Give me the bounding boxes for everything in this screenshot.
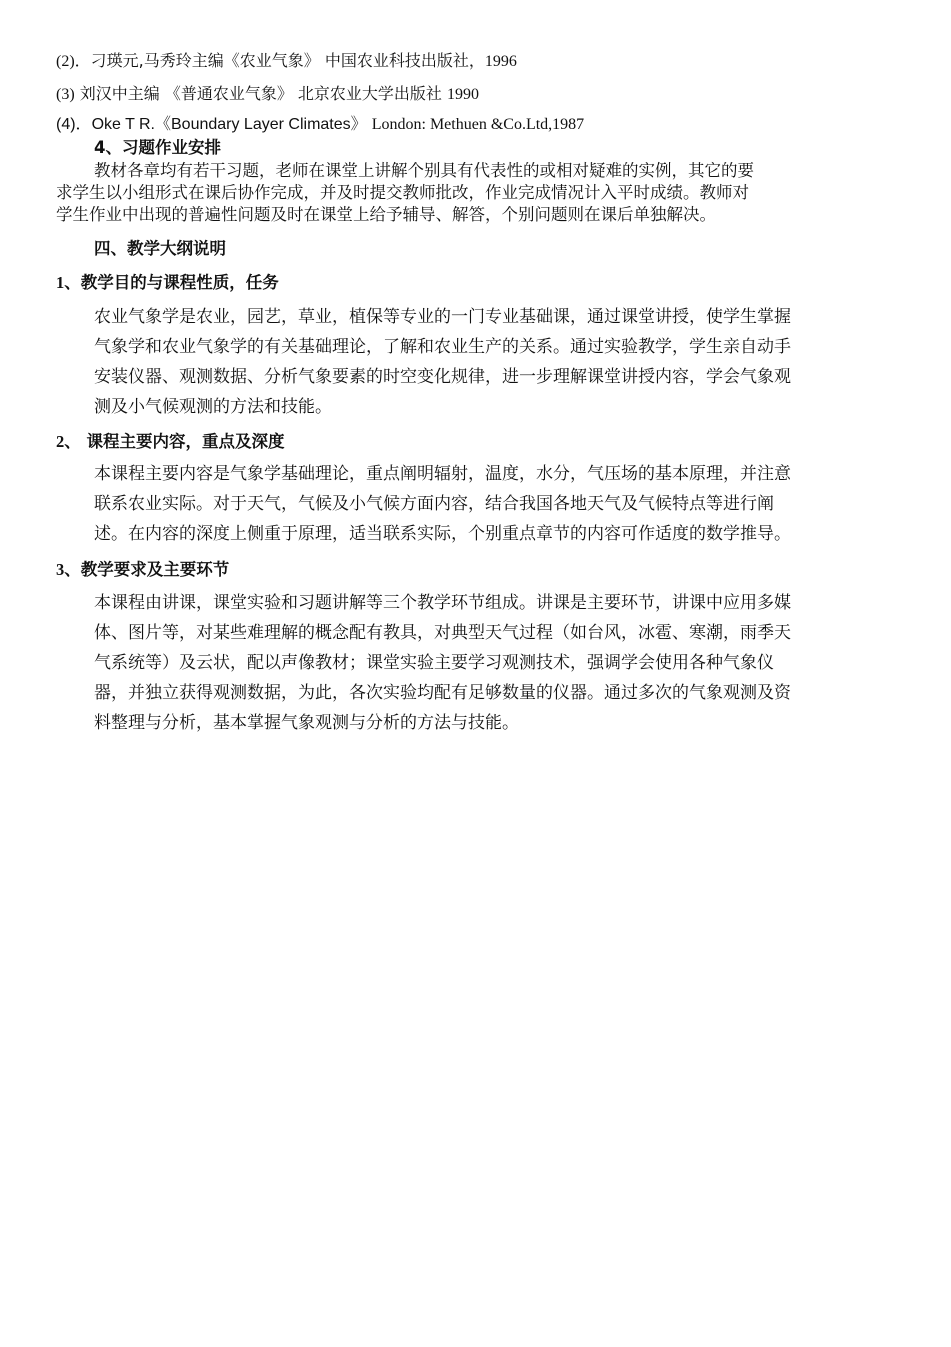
paragraph-line: 求学生以小组形式在课后协作完成，并及时提交教师批改，作业完成情况计入平时成绩。教师对 — [56, 183, 749, 202]
paragraph-line: 本课程由讲课，课堂实验和习题讲解等三个教学环节组成。讲课是主要环节，讲课中应用多媒 — [94, 593, 791, 613]
paragraph-line: 体、图片等，对某些难理解的概念配有教具，对典型天气过程（如台风，冰雹、寒潮，雨季天 — [94, 623, 791, 643]
item-number: 2、 — [56, 432, 81, 451]
outline-item-heading-3 — [56, 559, 229, 581]
paragraph-line: 测及小气候观测的方法和技能。 — [94, 397, 332, 417]
paragraph-line: 器，并独立获得观测数据，为此，各次实验均配有足够数量的仪器。通过多次的气象观测及资 — [94, 683, 791, 703]
outline-item-body-1 — [94, 302, 894, 422]
reference-year: 1996 — [484, 53, 517, 70]
reference-text: Oke T R.《Boundary Layer Climates》 — [91, 116, 367, 133]
reference-3 — [56, 84, 479, 105]
outline-heading: 四、教学大纲说明 — [94, 239, 226, 258]
reference-year: 1990 — [447, 86, 480, 103]
item-title: 教学要求及主要环节 — [80, 560, 230, 579]
paragraph-line: 农业气象学是农业，园艺，草业，植保等专业的一门专业基础课，通过课堂讲授，使学生掌握 — [94, 307, 791, 327]
outline-item-heading-1 — [56, 272, 279, 294]
item-title: 课程主要内容，重点及深度 — [80, 432, 285, 451]
outline-item-heading-2 — [56, 431, 285, 453]
exercises-paragraph — [56, 160, 876, 182]
paragraph-line: 述。在内容的深度上侧重于原理，适当联系实际，个别重点章节的内容可作适度的数学推导。 — [94, 524, 791, 544]
paragraph-line: 联系农业实际。对于天气，气候及小气候方面内容，结合我国各地天气及气候特点等进行阐 — [94, 494, 774, 514]
reference-text: 刁瑛元,马秀玲主编《农业气象》 中国农业科技出版社， — [90, 51, 485, 70]
paragraph-line: 本课程主要内容是气象学基础理论，重点阐明辐射，温度，水分，气压场的基本原理，并注意 — [94, 464, 791, 484]
section-heading-exercises: 4、习题作业安排 — [94, 138, 221, 157]
reference-text: 刘汉中主编 《普通农业气象》 北京农业大学出版社 — [79, 84, 442, 103]
reference-number: (2)． — [56, 53, 91, 70]
item-title: 教学目的与课程性质，任务 — [80, 273, 279, 292]
reference-number: (4)． — [56, 116, 92, 133]
outline-item-body-3 — [94, 588, 894, 738]
paragraph-line: 料整理与分析，基本掌握气象观测与分析的方法与技能。 — [94, 713, 519, 733]
paragraph-line: 学生作业中出现的普遍性问题及时在课堂上给予辅导、解答，个别问题则在课后单独解决。 — [56, 205, 716, 224]
paragraph-line: 气象学和农业气象学的有关基础理论，了解和农业生产的关系。通过实验教学，学生亲自动手 — [94, 337, 791, 357]
reference-publisher: London: Methuen &Co.Ltd,1987 — [371, 116, 585, 133]
paragraph-line: 安装仪器、观测数据、分析气象要素的时空变化规律，进一步理解课堂讲授内容，学会气象观 — [94, 367, 791, 387]
item-number: 3、 — [56, 560, 81, 579]
paragraph-line: 教材各章均有若干习题，老师在课堂上讲解个别具有代表性的或相对疑难的实例，其它的要 — [94, 161, 754, 180]
reference-4 — [56, 114, 584, 135]
paragraph-line: 气系统等）及云状，配以声像教材；课堂实验主要学习观测技术，强调学会使用各种气象仪 — [94, 653, 774, 673]
reference-2 — [56, 51, 517, 72]
exercises-paragraph-cont — [56, 182, 876, 226]
reference-number: (3) — [56, 86, 75, 103]
item-number: 1、 — [56, 273, 81, 292]
outline-item-body-2 — [94, 459, 894, 549]
